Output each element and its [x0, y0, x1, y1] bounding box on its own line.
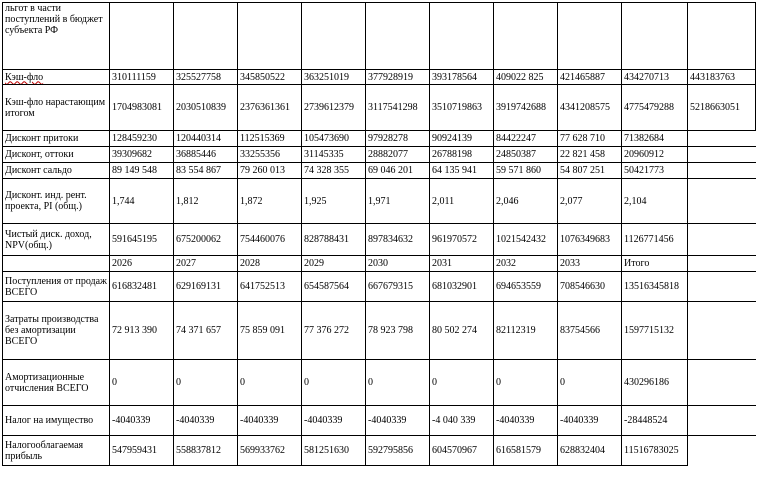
row-production-costs [3, 302, 756, 360]
value-cell: 1076349683 [558, 224, 622, 256]
row-label-text: Амортизационные отчисления ВСЕГО [5, 371, 89, 394]
value-cell: 641752513 [238, 272, 302, 302]
value-cell: -4 040 339 [430, 406, 494, 436]
years-row [3, 256, 756, 272]
empty-cell [688, 436, 756, 466]
table-body [3, 3, 756, 466]
value-cell: 345850522 [238, 70, 302, 85]
value-cell: 363251019 [302, 70, 366, 85]
value-cell: 558837812 [174, 436, 238, 466]
year-cell: 2031 [430, 256, 494, 272]
row-taxable-profit [3, 436, 756, 466]
value-cell: 629169131 [174, 272, 238, 302]
year-cell: 2033 [558, 256, 622, 272]
empty-cell [366, 3, 430, 70]
empty-cell [110, 3, 174, 70]
value-cell: 591645195 [110, 224, 174, 256]
value-cell: 616581579 [494, 436, 558, 466]
value-cell: 26788198 [430, 147, 494, 163]
row-depreciation [3, 360, 756, 406]
value-cell: 2739612379 [302, 85, 366, 131]
row-label [3, 272, 110, 302]
value-cell: 1,812 [174, 179, 238, 224]
row-sales-revenue [3, 272, 756, 302]
value-cell: 1,971 [366, 179, 430, 224]
empty-cell [688, 163, 756, 179]
value-cell: 59 571 860 [494, 163, 558, 179]
value-cell: 708546630 [558, 272, 622, 302]
value-cell: 592795856 [366, 436, 430, 466]
value-cell: 2,011 [430, 179, 494, 224]
value-cell: 0 [174, 360, 238, 406]
row-label [3, 147, 110, 163]
value-cell: 83 554 867 [174, 163, 238, 179]
value-cell: 2030510839 [174, 85, 238, 131]
value-cell: 39309682 [110, 147, 174, 163]
value-cell: 75 859 091 [238, 302, 302, 360]
empty-cell [688, 360, 756, 406]
row-label [3, 85, 110, 131]
value-cell: 547959431 [110, 436, 174, 466]
row-label-text: Дисконт, оттоки [5, 149, 74, 160]
row-label-text: Дисконт притоки [5, 133, 79, 144]
empty-cell [494, 3, 558, 70]
value-cell: 89 149 548 [110, 163, 174, 179]
year-cell: Итого [622, 256, 688, 272]
year-cell: 2026 [110, 256, 174, 272]
value-cell: 120440314 [174, 131, 238, 147]
value-cell: 0 [366, 360, 430, 406]
value-cell: -28448524 [622, 406, 688, 436]
value-cell: 409022 825 [494, 70, 558, 85]
value-cell: 4341208575 [558, 85, 622, 131]
empty-cell [174, 3, 238, 70]
value-cell: 961970572 [430, 224, 494, 256]
value-cell: 71382684 [622, 131, 688, 147]
row-property-tax [3, 406, 756, 436]
value-cell: 675200062 [174, 224, 238, 256]
value-cell: 54 807 251 [558, 163, 622, 179]
empty-cell [558, 3, 622, 70]
row-label-text: Налог на имущество [5, 415, 94, 426]
value-cell: 97928278 [366, 131, 430, 147]
value-cell: 3117541298 [366, 85, 430, 131]
value-cell: 24850387 [494, 147, 558, 163]
value-cell: 628832404 [558, 436, 622, 466]
empty-cell [302, 3, 366, 70]
value-cell: 0 [302, 360, 366, 406]
value-cell: 20960912 [622, 147, 688, 163]
value-cell: 112515369 [238, 131, 302, 147]
value-cell: 74 328 355 [302, 163, 366, 179]
value-cell: 325527758 [174, 70, 238, 85]
empty-cell [238, 3, 302, 70]
row-label [3, 163, 110, 179]
empty-cell [622, 3, 688, 70]
value-cell: 69 046 201 [366, 163, 430, 179]
value-cell: 681032901 [430, 272, 494, 302]
value-cell: 105473690 [302, 131, 366, 147]
value-cell: 0 [110, 360, 174, 406]
value-cell: 3919742688 [494, 85, 558, 131]
value-cell: 1,925 [302, 179, 366, 224]
value-cell: 33255356 [238, 147, 302, 163]
empty-cell [688, 147, 756, 163]
value-cell: 667679315 [366, 272, 430, 302]
value-cell: 581251630 [302, 436, 366, 466]
row-discount-inflows [3, 131, 756, 147]
row-label [3, 436, 110, 466]
value-cell: 28882077 [366, 147, 430, 163]
value-cell: -4040339 [558, 406, 622, 436]
value-cell: 22 821 458 [558, 147, 622, 163]
value-cell: 2,104 [622, 179, 688, 224]
value-cell: 654587564 [302, 272, 366, 302]
value-cell: -4040339 [238, 406, 302, 436]
value-cell: 4775479288 [622, 85, 688, 131]
value-cell: -4040339 [174, 406, 238, 436]
row-label-text: Налогооблагаемая прибыль [5, 439, 84, 462]
empty-cell [688, 272, 756, 302]
value-cell: 616832481 [110, 272, 174, 302]
row-label [3, 406, 110, 436]
row-label [3, 224, 110, 256]
value-cell: 310111159 [110, 70, 174, 85]
year-cell: 2027 [174, 256, 238, 272]
value-cell: 74 371 657 [174, 302, 238, 360]
row-label-text: Кэш-фло [5, 71, 44, 83]
empty-cell [688, 3, 756, 70]
empty-cell [688, 302, 756, 360]
value-cell: 77 628 710 [558, 131, 622, 147]
header-label: льгот в части поступлений в бюджет субъекта РФ [5, 3, 103, 36]
finance-table [2, 2, 756, 466]
value-cell: -4040339 [494, 406, 558, 436]
value-cell: 0 [238, 360, 302, 406]
year-cell: 2030 [366, 256, 430, 272]
value-cell: 694653559 [494, 272, 558, 302]
value-cell: 64 135 941 [430, 163, 494, 179]
value-cell: 79 260 013 [238, 163, 302, 179]
value-cell: 1597715132 [622, 302, 688, 360]
row-label-text: Дисконт сальдо [5, 165, 72, 176]
empty-cell [688, 224, 756, 256]
value-cell: 78 923 798 [366, 302, 430, 360]
value-cell: 80 502 274 [430, 302, 494, 360]
value-cell: -4040339 [110, 406, 174, 436]
value-cell: 434270713 [622, 70, 688, 85]
row-label-text: Чистый диск. доход, NPV(общ.) [5, 228, 92, 251]
header-row [3, 3, 756, 70]
value-cell: 1704983081 [110, 85, 174, 131]
value-cell: 11516783025 [622, 436, 688, 466]
empty-cell [688, 256, 756, 272]
value-cell: 377928919 [366, 70, 430, 85]
value-cell: 421465887 [558, 70, 622, 85]
value-cell: 430296186 [622, 360, 688, 406]
value-cell: 36885446 [174, 147, 238, 163]
value-cell: 83754566 [558, 302, 622, 360]
value-cell: 128459230 [110, 131, 174, 147]
row-label [3, 360, 110, 406]
value-cell: 82112319 [494, 302, 558, 360]
value-cell: 31145335 [302, 147, 366, 163]
row-label [3, 179, 110, 224]
value-cell: 72 913 390 [110, 302, 174, 360]
row-label-text: Кэш-фло нарастающим итогом [5, 96, 106, 119]
empty-cell [688, 131, 756, 147]
empty-cell [688, 179, 756, 224]
value-cell: 0 [430, 360, 494, 406]
year-cell: 2028 [238, 256, 302, 272]
value-cell: 569933762 [238, 436, 302, 466]
value-cell: 754460076 [238, 224, 302, 256]
value-cell: 1,872 [238, 179, 302, 224]
value-cell: 50421773 [622, 163, 688, 179]
row-label [3, 131, 110, 147]
value-cell: 393178564 [430, 70, 494, 85]
value-cell: 2,046 [494, 179, 558, 224]
row-npv [3, 224, 756, 256]
year-cell: 2029 [302, 256, 366, 272]
value-cell: -4040339 [366, 406, 430, 436]
row-label [3, 70, 110, 85]
value-cell: 0 [494, 360, 558, 406]
row-profitability-index [3, 179, 756, 224]
year-cell: 2032 [494, 256, 558, 272]
value-cell: 2,077 [558, 179, 622, 224]
header-label-cell [3, 3, 110, 70]
value-cell: 1,744 [110, 179, 174, 224]
value-cell: 5218663051 [688, 85, 756, 131]
value-cell: 1126771456 [622, 224, 688, 256]
row-discount-balance [3, 163, 756, 179]
empty-cell [3, 256, 110, 272]
value-cell: 13516345818 [622, 272, 688, 302]
value-cell: 897834632 [366, 224, 430, 256]
row-label-text: Поступления от продаж ВСЕГО [5, 275, 107, 298]
row-label [3, 302, 110, 360]
value-cell: -4040339 [302, 406, 366, 436]
value-cell: 77 376 272 [302, 302, 366, 360]
row-label-text: Дисконт. инд. рент. проекта, PI (общ.) [5, 190, 87, 212]
row-cash-flow-cumulative [3, 85, 756, 131]
value-cell: 1021542432 [494, 224, 558, 256]
empty-cell [688, 406, 756, 436]
row-label-text: Затраты производства без амортизации ВСЕГО [5, 314, 99, 347]
value-cell: 604570967 [430, 436, 494, 466]
value-cell: 90924139 [430, 131, 494, 147]
row-discount-outflows [3, 147, 756, 163]
value-cell: 0 [558, 360, 622, 406]
empty-cell [430, 3, 494, 70]
value-cell: 84422247 [494, 131, 558, 147]
value-cell: 443183763 [688, 70, 756, 85]
value-cell: 828788431 [302, 224, 366, 256]
value-cell: 3510719863 [430, 85, 494, 131]
row-cash-flow [3, 70, 756, 85]
value-cell: 2376361361 [238, 85, 302, 131]
